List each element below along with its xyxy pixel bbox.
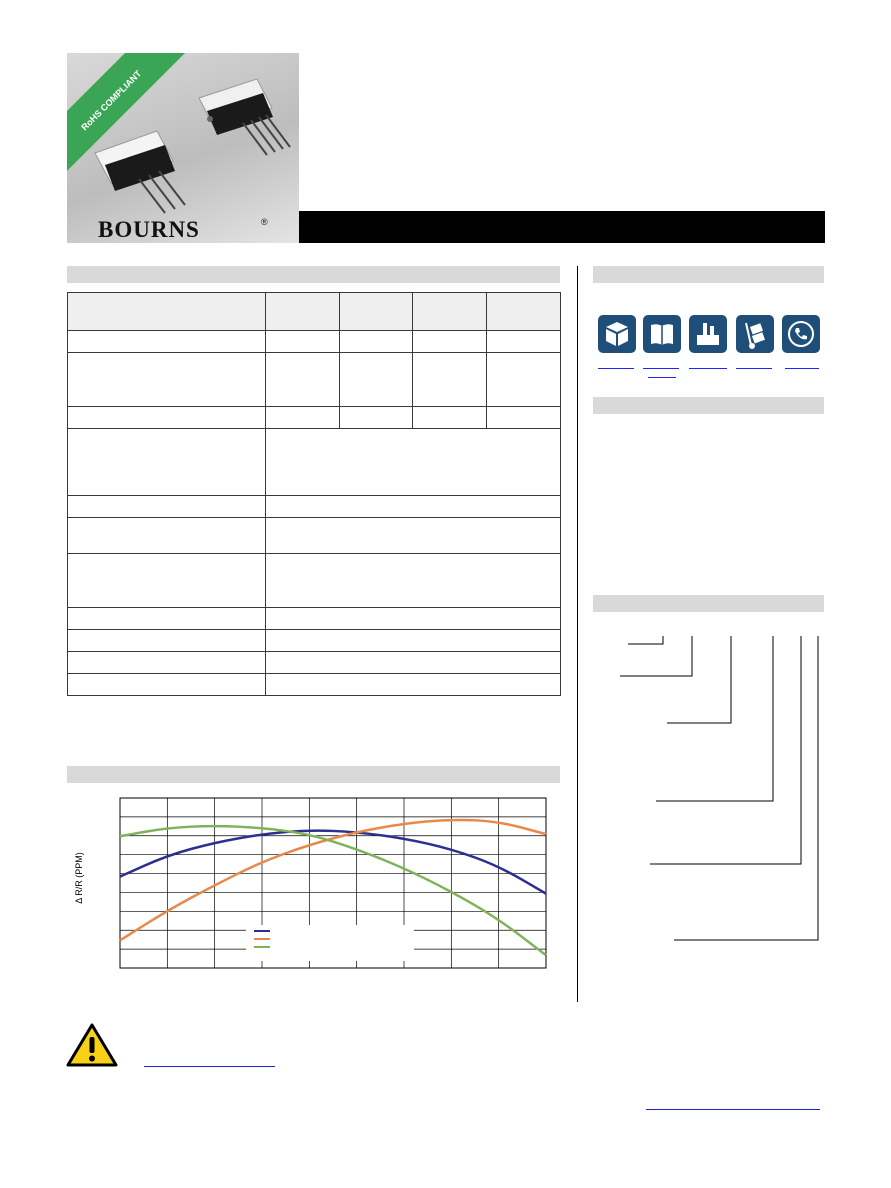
table-cell	[68, 407, 266, 429]
table-cell	[487, 331, 561, 353]
leader-line	[667, 636, 731, 723]
factory-link[interactable]	[689, 368, 727, 369]
title-bar	[299, 211, 825, 243]
table-cell	[266, 518, 561, 554]
table-cell	[340, 331, 413, 353]
table-row	[68, 496, 561, 518]
chart-section-bar	[67, 766, 560, 783]
table-cell	[68, 331, 266, 353]
table-row	[68, 518, 561, 554]
table-cell	[266, 652, 561, 674]
table-cell	[266, 429, 561, 496]
phone-link[interactable]	[785, 368, 819, 369]
table-row	[68, 554, 561, 608]
table-cell	[68, 496, 266, 518]
box-icon[interactable]	[598, 315, 636, 353]
table-cell	[340, 407, 413, 429]
table-cell	[340, 353, 413, 407]
table-cell	[413, 407, 487, 429]
table-cell	[68, 630, 266, 652]
resources-section-bar	[593, 266, 824, 283]
resistor-illustration	[67, 53, 299, 243]
resistance-chart	[70, 790, 560, 980]
leader-line	[650, 636, 801, 864]
handtruck-link[interactable]	[736, 368, 772, 369]
table-cell	[68, 554, 266, 608]
table-cell	[266, 674, 561, 696]
leader-line	[628, 636, 663, 644]
bourns-logo: BOURNS	[98, 217, 200, 242]
phone-icon[interactable]	[782, 315, 820, 353]
table-cell	[68, 353, 266, 407]
table-row	[68, 407, 561, 429]
table-cell	[68, 518, 266, 554]
ordering-section-bar	[593, 595, 824, 612]
handtruck-icon[interactable]	[736, 315, 774, 353]
resistor-back	[199, 79, 290, 155]
table-cell	[68, 608, 266, 630]
table-cell	[68, 674, 266, 696]
specification-table	[67, 292, 561, 696]
table-row	[68, 652, 561, 674]
warning-icon	[66, 1022, 118, 1068]
column-divider	[577, 266, 578, 1002]
table-cell	[487, 353, 561, 407]
table-cell	[266, 407, 340, 429]
table-header-cell	[340, 293, 413, 331]
table-row	[68, 331, 561, 353]
features-section-bar	[67, 266, 560, 283]
leader-line	[656, 636, 773, 801]
part-number-diagram	[600, 630, 830, 950]
table-cell	[68, 429, 266, 496]
table-row	[68, 674, 561, 696]
resistor-front	[95, 131, 185, 213]
table-header-cell	[413, 293, 487, 331]
table-header-row	[68, 293, 561, 331]
rohs-badge-text: RoHS COMPLIANT	[79, 68, 144, 133]
footer-link[interactable]	[144, 1066, 275, 1067]
table-row	[68, 429, 561, 496]
book-link[interactable]	[643, 368, 679, 369]
table-cell	[266, 608, 561, 630]
box-link[interactable]	[598, 368, 634, 369]
table-cell	[487, 407, 561, 429]
table-header-cell	[266, 293, 340, 331]
table-cell	[266, 554, 561, 608]
chart-legend-box	[246, 925, 414, 961]
applications-section-bar	[593, 397, 824, 414]
book-icon[interactable]	[643, 315, 681, 353]
table-cell	[413, 353, 487, 407]
table-cell	[413, 331, 487, 353]
table-cell	[68, 652, 266, 674]
website-link[interactable]	[646, 1109, 820, 1110]
book-link-line2[interactable]	[648, 377, 676, 378]
table-header-cell	[487, 293, 561, 331]
table-row	[68, 630, 561, 652]
product-photo	[67, 53, 299, 243]
table-cell	[266, 496, 561, 518]
table-row	[68, 608, 561, 630]
leader-line	[620, 636, 692, 676]
table-header-cell	[68, 293, 266, 331]
leader-line	[674, 636, 818, 940]
table-row	[68, 353, 561, 407]
factory-icon[interactable]	[689, 315, 727, 353]
chart-y-axis-label: Δ R/R (PPM)	[74, 852, 84, 904]
table-cell	[266, 353, 340, 407]
registered-mark: ®	[261, 217, 268, 227]
table-cell	[266, 630, 561, 652]
table-cell	[266, 331, 340, 353]
